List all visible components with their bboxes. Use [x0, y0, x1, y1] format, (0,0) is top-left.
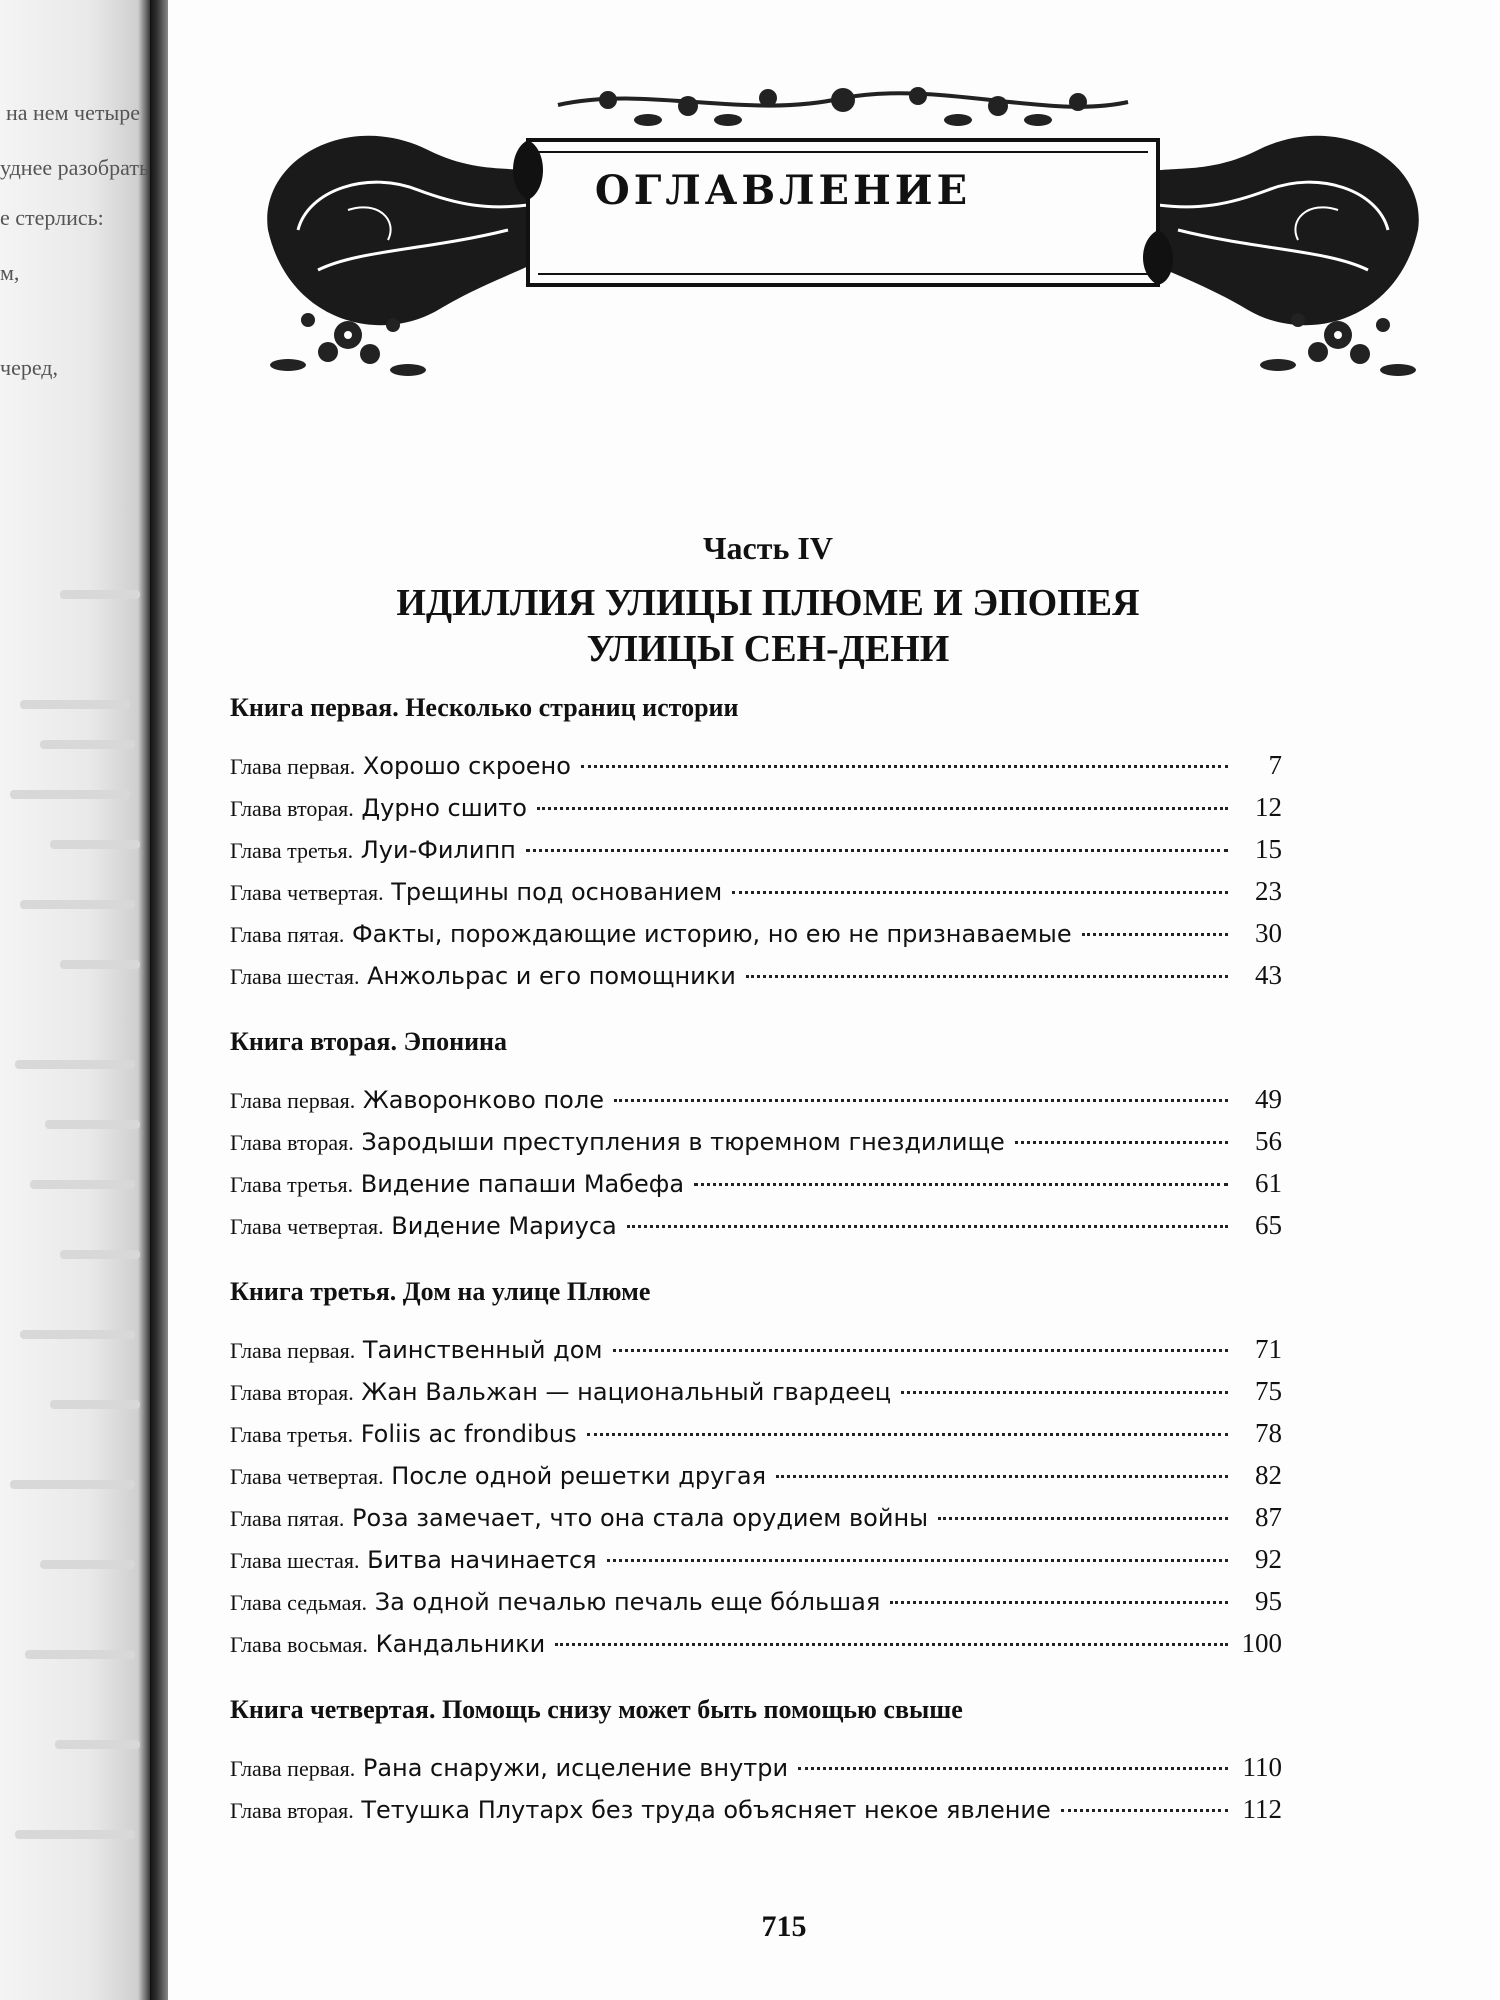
book-title: Книга третья. Дом на улице Плюме [230, 1277, 651, 1306]
chapter-prefix: Глава восьмая. [230, 1632, 368, 1657]
chapter-title: Хорошо скроено [362, 752, 571, 780]
toc-entry[interactable] [230, 744, 1282, 786]
chapter-prefix: Глава четвертая. [230, 1214, 384, 1239]
toc-entry[interactable] [230, 1120, 1282, 1162]
dot-leader [901, 1391, 1228, 1394]
book-section [230, 1692, 1282, 1830]
page-ref: 87 [1255, 1502, 1282, 1532]
toc-entry[interactable] [230, 1454, 1282, 1496]
left-page-fragment: черед, [0, 355, 58, 380]
toc-entry[interactable] [230, 1788, 1282, 1830]
dot-leader [613, 1349, 1228, 1352]
toc-entry[interactable] [230, 1580, 1282, 1622]
dot-leader [587, 1433, 1228, 1436]
chapter-title: Видение папаши Мабефа [360, 1170, 685, 1198]
chapter-title: Жаворонково поле [362, 1086, 604, 1114]
chapter-prefix: Глава пятая. [230, 1506, 345, 1531]
dot-leader [555, 1643, 1228, 1646]
page-ref: 61 [1255, 1168, 1282, 1198]
chapter-prefix: Глава вторая. [230, 1380, 354, 1405]
chapter-title: За одной печалью печаль еще бóльшая [374, 1588, 881, 1616]
page-ref: 82 [1255, 1460, 1282, 1490]
dot-leader [1082, 933, 1228, 936]
toc-entry[interactable] [230, 828, 1282, 870]
toc-entry[interactable] [230, 870, 1282, 912]
toc-entry[interactable] [230, 1412, 1282, 1454]
toc-page [168, 0, 1500, 2000]
page-ref: 56 [1255, 1126, 1282, 1156]
chapter-prefix: Глава четвертая. [230, 1464, 384, 1489]
book-title: Книга первая. Несколько страниц истории [230, 693, 739, 722]
book-section [230, 1274, 1282, 1664]
dot-leader [537, 807, 1228, 810]
chapter-prefix: Глава первая. [230, 1088, 356, 1113]
dot-leader [746, 975, 1228, 978]
dot-leader [1015, 1141, 1228, 1144]
chapter-title: Таинственный дом [362, 1336, 603, 1364]
chapter-prefix: Глава пятая. [230, 922, 345, 947]
chapter-prefix: Глава первая. [230, 1756, 356, 1781]
left-page-fragment: м, [0, 260, 20, 285]
toc-entry[interactable] [230, 1204, 1282, 1246]
dot-leader [890, 1601, 1228, 1604]
chapter-title: Foliis ac frondibus [360, 1420, 577, 1448]
chapter-title: Трещины под основанием [391, 878, 723, 906]
dot-leader [798, 1767, 1228, 1770]
dot-leader [526, 849, 1228, 852]
left-facing-page [0, 0, 150, 2000]
left-page-fragment: уднее разобрать [0, 155, 149, 180]
page-ref: 92 [1255, 1544, 1282, 1574]
chapter-prefix: Глава вторая. [230, 796, 354, 821]
chapter-prefix: Глава первая. [230, 1338, 356, 1363]
part-title [168, 580, 1368, 672]
page-ref: 65 [1255, 1210, 1282, 1240]
chapter-title: Тетушка Плутарх без труда объясняет некое явление [361, 1796, 1051, 1824]
page-ref: 30 [1255, 918, 1282, 948]
left-page-fragment: е стерлись: [0, 205, 104, 230]
toc-entry[interactable] [230, 1496, 1282, 1538]
toc-entry[interactable] [230, 1370, 1282, 1412]
chapter-title: Рана снаружи, исцеление внутри [362, 1754, 789, 1782]
page-ref: 15 [1255, 834, 1282, 864]
chapter-prefix: Глава четвертая. [230, 880, 384, 905]
toc-entry[interactable] [230, 1162, 1282, 1204]
page-ref: 75 [1255, 1376, 1282, 1406]
chapter-title: Битва начинается [367, 1546, 597, 1574]
dot-leader [1061, 1809, 1228, 1812]
chapter-prefix: Глава третья. [230, 1422, 354, 1447]
book-spine-shadow [150, 0, 168, 2000]
part-title-line: ИДИЛЛИЯ УЛИЦЫ ПЛЮМЕ И ЭПОПЕЯ [396, 582, 1140, 624]
page-ref: 49 [1255, 1084, 1282, 1114]
chapter-prefix: Глава шестая. [230, 1548, 360, 1573]
chapter-title: Кандальники [375, 1630, 546, 1658]
toc-entry[interactable] [230, 912, 1282, 954]
toc-entry[interactable] [230, 786, 1282, 828]
chapter-prefix: Глава вторая. [230, 1130, 354, 1155]
part-label: Часть IV [703, 530, 833, 566]
dot-leader [732, 891, 1228, 894]
toc-entry[interactable] [230, 1538, 1282, 1580]
chapter-prefix: Глава первая. [230, 754, 356, 779]
chapter-title: Роза замечает, что она стала орудием войны [351, 1504, 929, 1532]
dot-leader [614, 1099, 1228, 1102]
toc-entry[interactable] [230, 1328, 1282, 1370]
book-section [230, 1024, 1282, 1246]
part-title-line: УЛИЦЫ СЕН-ДЕНИ [586, 628, 950, 670]
dot-leader [694, 1183, 1228, 1186]
chapter-prefix: Глава седьмая. [230, 1590, 368, 1615]
chapter-prefix: Глава шестая. [230, 964, 360, 989]
toc-entry[interactable] [230, 1078, 1282, 1120]
chapter-title: Видение Мариуса [391, 1212, 617, 1240]
book-title: Книга четвертая. Помощь снизу может быть помощью свыше [230, 1695, 963, 1724]
ornament-banner-icon [228, 80, 1458, 390]
page-number: 715 [761, 1910, 807, 1943]
dot-leader [938, 1517, 1228, 1520]
page-ref: 43 [1255, 960, 1282, 990]
chapter-prefix: Глава третья. [230, 838, 354, 863]
chapter-title: Луи-Филипп [360, 836, 516, 864]
chapter-prefix: Глава вторая. [230, 1798, 354, 1823]
chapter-title: Зародыши преступления в тюремном гнездилище [361, 1128, 1005, 1156]
page-ref: 112 [1242, 1794, 1282, 1824]
book-section [230, 690, 1282, 996]
left-page-fragment: на нем четыре [6, 100, 140, 125]
page-ref: 71 [1255, 1334, 1282, 1364]
toc-heading: ОГЛАВЛЕНИЕ [594, 166, 972, 214]
dot-leader [581, 765, 1228, 768]
table-of-contents [230, 690, 1282, 1858]
page-ref: 100 [1241, 1628, 1282, 1658]
toc-entry[interactable] [230, 1622, 1282, 1664]
dot-leader [607, 1559, 1228, 1562]
chapter-title: Факты, порождающие историю, но ею не признаваемые [351, 920, 1072, 948]
toc-entry[interactable] [230, 1746, 1282, 1788]
toc-entry[interactable] [230, 954, 1282, 996]
dot-leader [627, 1225, 1228, 1228]
page-ref: 23 [1255, 876, 1282, 906]
dot-leader [776, 1475, 1228, 1478]
page-ref: 12 [1255, 792, 1282, 822]
chapter-title: Жан Вальжан — национальный гвардеец [361, 1378, 892, 1406]
chapter-title: После одной решетки другая [391, 1462, 767, 1490]
chapter-title: Анжольрас и его помощники [367, 962, 736, 990]
page-ref: 110 [1242, 1752, 1282, 1782]
chapter-title: Дурно сшито [361, 794, 527, 822]
chapter-prefix: Глава третья. [230, 1172, 354, 1197]
page-ref: 7 [1268, 750, 1282, 780]
page-ref: 78 [1255, 1418, 1282, 1448]
book-title: Книга вторая. Эпонина [230, 1027, 508, 1056]
page-ref: 95 [1255, 1586, 1282, 1616]
